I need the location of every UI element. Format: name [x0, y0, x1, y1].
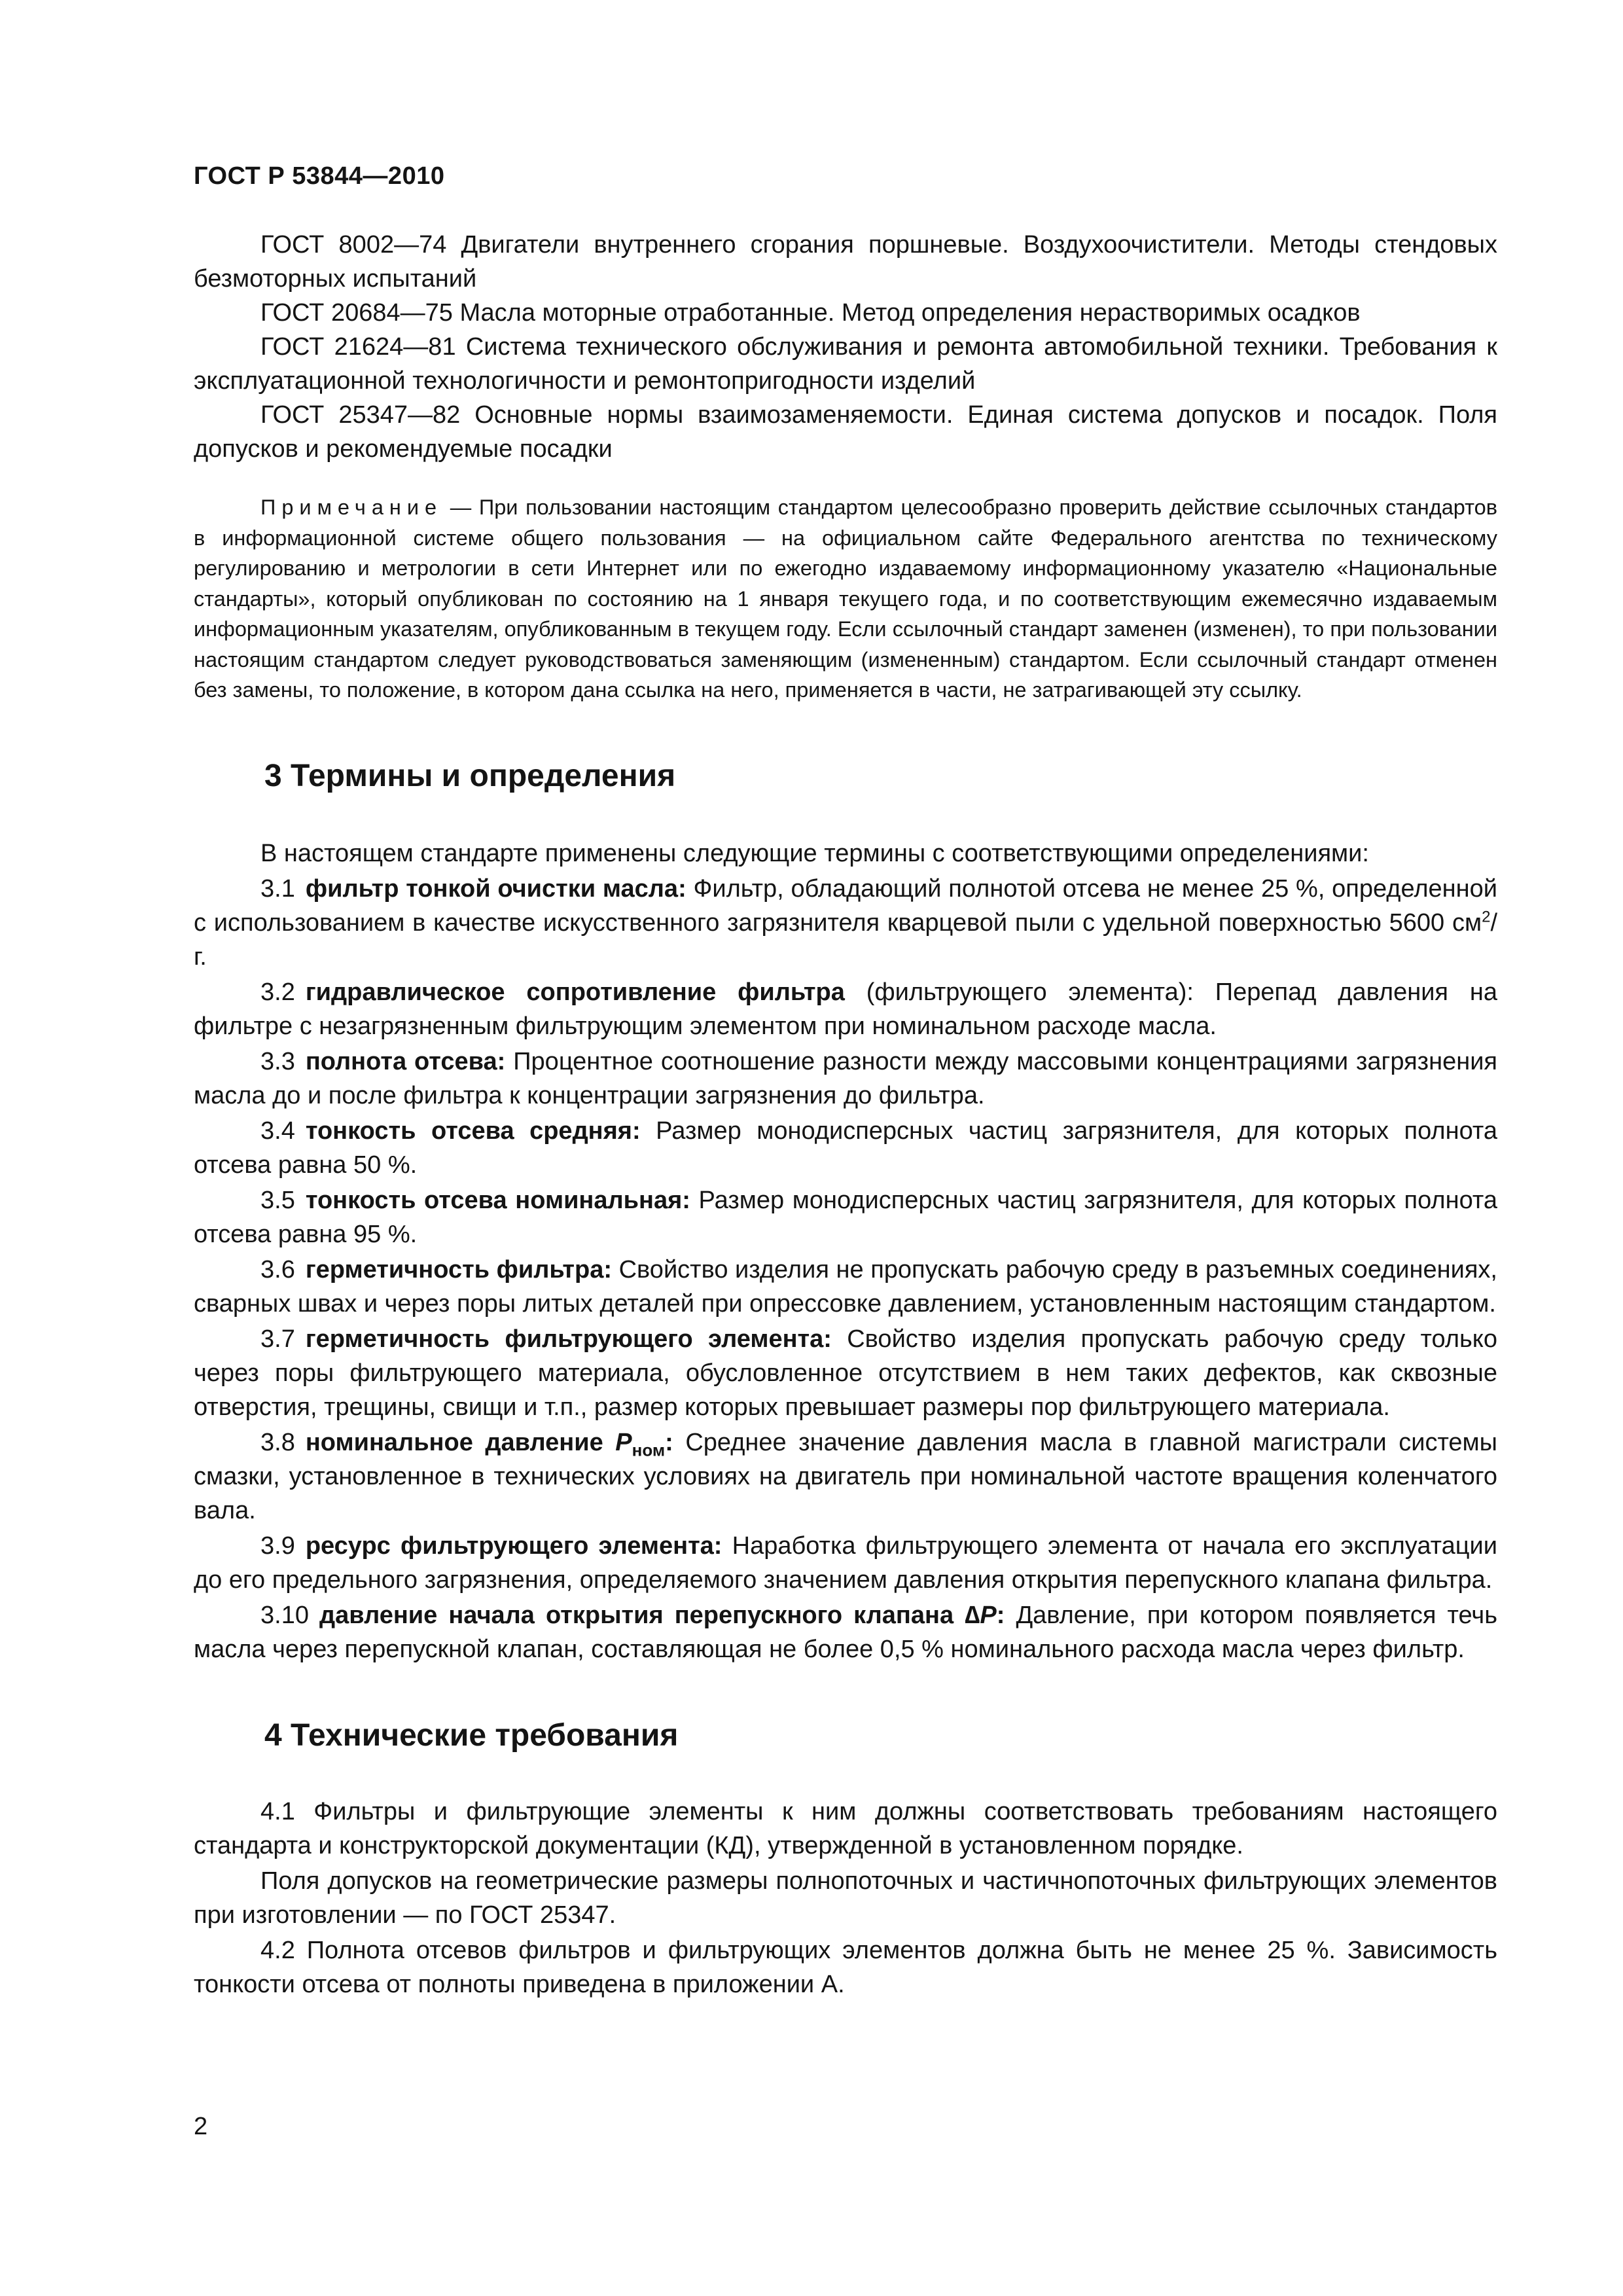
reference-gost-20684: ГОСТ 20684—75 Масла моторные отработанные. Метод определения нерастворимых осадков	[260, 299, 1361, 327]
reference-gost-8002: ГОСТ 8002—74 Двигатели внутреннего сгорания поршневые. Воздухоочистители. Методы стендовых безмоторных испытаний	[194, 231, 1497, 293]
term-number: 3.7	[260, 1325, 295, 1353]
term-definition: Фильтр, обладающий полнотой отсева не менее 25 %, определенной с использованием в качестве искусственного загрязнителя кварцевой пыли с удельной поверхностью 5600 см	[194, 874, 1497, 937]
page-number: 2	[194, 2113, 208, 2140]
term-name: фильтр тонкой очистки масла:	[305, 874, 687, 903]
note-text: — При пользовании настоящим стандартом целесообразно проверить действие ссылочных стандартов в информационной системе общего пользования — на официальном сайте Федерального агентства по техническому регулированию и метрологии в сети Интернет или по ежегодно издаваемому информационному указателю «Национальные стандарты», который опубликован по состоянию на 1 января текущего года, и по соответствующим ежемесячно издаваемым информационным указателям, опубликованным в текущем году. Если ссылочный стандарт заменен (изменен), то при пользовании настоящим стандартом следует руководствоваться заменяющим (измененным) стандартом. Если ссылочный стандарт отменен без замены, то положение, в котором дана ссылка на него, применяется в части, не затрагивающей эту ссылку.	[194, 495, 1497, 702]
term-3-4	[194, 1114, 1497, 1182]
term-name: ресурс фильтрующего элемента:	[305, 1532, 722, 1560]
requirement-4-2: 4.2 Полнота отсевов фильтров и фильтрующих элементов должна быть не менее 25 %. Зависимость тонкости отсева от полноты приведена в приложении А.	[194, 1936, 1497, 1998]
term-3-3	[194, 1045, 1497, 1113]
requirement-4-1: 4.1 Фильтры и фильтрующие элементы к ним должны соответствовать требованиям настоящего стандарта и конструкторской документации (КД), утвержденной в установленном порядке.	[194, 1797, 1497, 1859]
term-definition: Среднее значение давления масла в главной магистрали системы смазки, установленное в технических условиях на двигатель при номинальной частоте вращения коленчатого вала.	[194, 1428, 1497, 1524]
term-number: 3.10	[260, 1601, 309, 1629]
term-definition: Процентное соотношение разности между массовыми концентрациями загрязнения масла до и после фильтра к концентрации загрязнения до фильтра.	[194, 1047, 1498, 1109]
term-number: 3.6	[260, 1255, 295, 1283]
term-definition: Наработка фильтрующего элемента от начала его эксплуатации до его предельного загрязнения, определяемого значением давления открытия перепускного клапана фильтра.	[194, 1532, 1498, 1594]
term-number: 3.2	[260, 978, 295, 1006]
document-header: ГОСТ Р 53844—2010	[194, 162, 445, 190]
document-body	[194, 228, 1497, 2001]
reference-gost-21624: ГОСТ 21624—81 Система технического обслуживания и ремонта автомобильной техники. Требования к эксплуатационной технологичности и ремонтопригодности изделий	[194, 333, 1497, 395]
section-4-title: 4 Технические требования	[264, 1717, 679, 1753]
section-3-intro: В настоящем стандарте применены следующие термины с соответствующими определениями:	[260, 839, 1369, 867]
term-3-10	[194, 1598, 1497, 1666]
term-name: тонкость отсева номинальная:	[305, 1186, 690, 1214]
term-3-6	[194, 1253, 1497, 1321]
term-symbol: ∆P	[965, 1601, 997, 1629]
note-label: Примечание	[260, 495, 443, 519]
requirement-4-1-tolerances: Поля допусков на геометрические размеры полнопоточных и частичнопоточных фильтрующих элементов при изготовлении — по ГОСТ 25347.	[194, 1867, 1497, 1929]
superscript: 2	[1482, 907, 1491, 925]
term-definition: Размер монодисперсных частиц загрязнителя, для которых полнота отсева равна 50 %.	[194, 1117, 1497, 1179]
note-paragraph	[194, 492, 1497, 706]
term-name: номинальное давление	[305, 1428, 616, 1456]
term-symbol: P	[615, 1428, 632, 1456]
term-definition: Размер монодисперсных частиц загрязнителя, для которых полнота отсева равна 95 %.	[194, 1186, 1497, 1248]
term-number: 3.1	[260, 874, 295, 903]
subscript: ном	[632, 1440, 666, 1460]
term-number: 3.9	[260, 1532, 295, 1560]
term-name: давление начала открытия перепускного клапана	[319, 1601, 965, 1629]
term-3-8	[194, 1426, 1497, 1528]
term-definition-tail: /г.	[194, 908, 1497, 971]
term-3-7	[194, 1322, 1497, 1424]
term-name: тонкость отсева средняя:	[305, 1117, 641, 1145]
term-colon: :	[665, 1428, 673, 1456]
term-number: 3.8	[260, 1428, 295, 1456]
term-definition: (фильтрующего элемента): Перепад давления на фильтре с незагрязненным фильтрующим элементом при номинальном расходе масла.	[194, 978, 1497, 1040]
term-3-9	[194, 1529, 1497, 1597]
reference-gost-25347: ГОСТ 25347—82 Основные нормы взаимозаменяемости. Единая система допусков и посадок. Поля допусков и рекомендуемые посадки	[194, 401, 1497, 463]
term-3-2	[194, 975, 1497, 1043]
term-number: 3.5	[260, 1186, 295, 1214]
term-colon: :	[996, 1601, 1005, 1629]
term-3-1	[194, 872, 1497, 974]
term-name: полнота отсева:	[305, 1047, 506, 1075]
term-definition: Свойство изделия не пропускать рабочую среду в разъемных соединениях, сварных швах и через поры литых деталей при опрессовке давлением, установленным настоящим стандартом.	[194, 1255, 1497, 1318]
term-number: 3.3	[260, 1047, 295, 1075]
term-3-5	[194, 1183, 1497, 1251]
term-definition: Давление, при котором появляется течь масла через перепускной клапан, составляющая не более 0,5 % номинального расхода масла через фильтр.	[194, 1601, 1497, 1663]
term-number: 3.4	[260, 1117, 295, 1145]
term-name: герметичность фильтрующего элемента:	[305, 1325, 832, 1353]
section-3-title: 3 Термины и определения	[264, 758, 676, 793]
term-name: герметичность фильтра:	[305, 1255, 613, 1283]
term-definition: Свойство изделия пропускать рабочую среду только через поры фильтрующего материала, обусловленное отсутствием в нем таких дефектов, как сквозные отверстия, трещины, свищи и т.п., размер которых превышает размеры пор фильтрующего материала.	[194, 1325, 1497, 1421]
term-name: гидравлическое сопротивление фильтра	[305, 978, 845, 1006]
